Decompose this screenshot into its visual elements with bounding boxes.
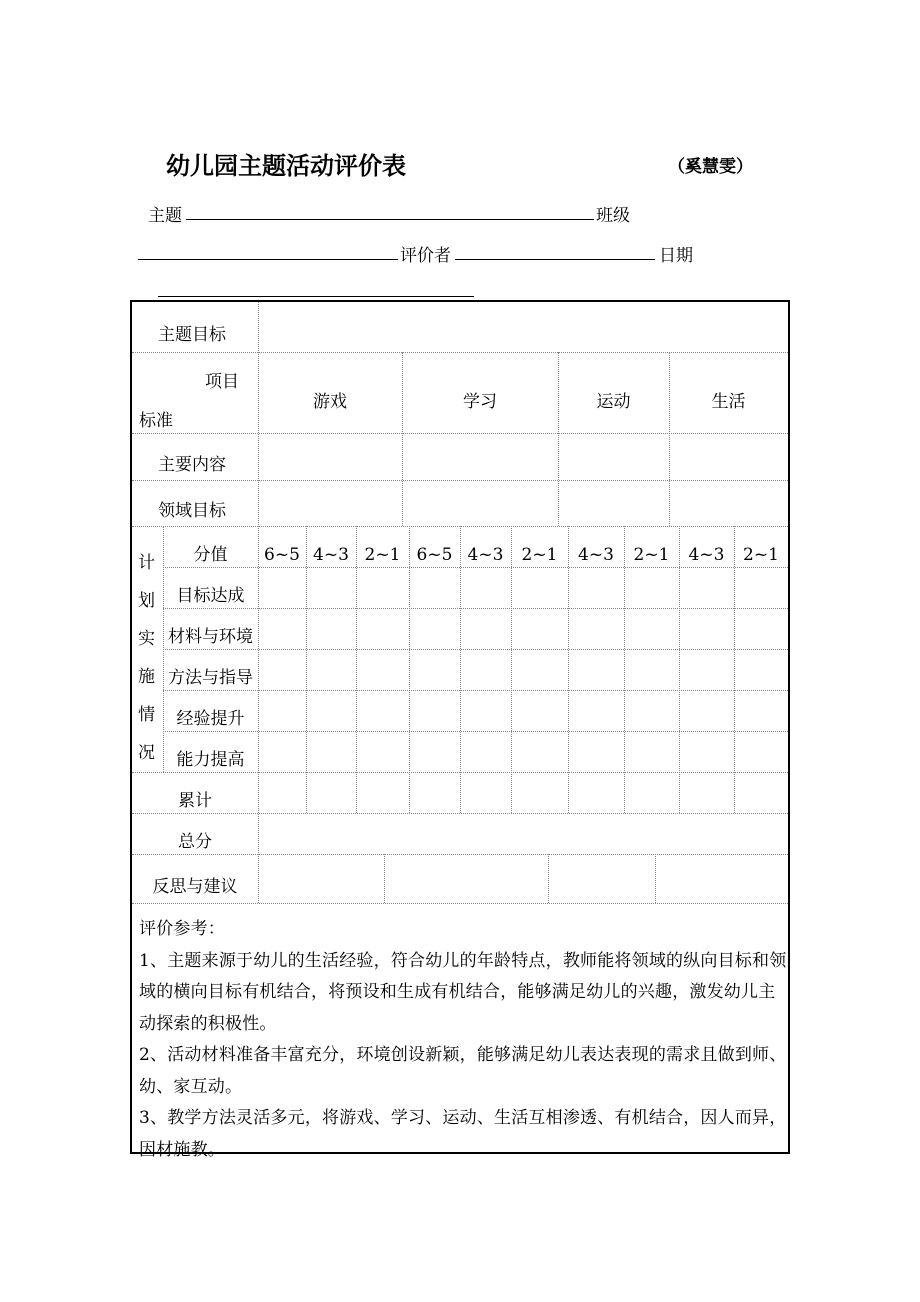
grid-line <box>548 854 549 903</box>
score-range: 2~1 <box>521 545 558 565</box>
theme-label: 主题 <box>148 206 182 226</box>
grid-line <box>402 352 403 526</box>
plan-label-char: 实 <box>138 629 155 649</box>
score-range: 2~1 <box>743 545 779 565</box>
grid-line <box>132 433 788 434</box>
grid-line <box>734 526 735 813</box>
notes-item: 2、活动材料准备丰富充分，环境创设新颖，能够满足幼儿表达表现的需求且做到师、幼、家互动。 <box>139 1045 787 1097</box>
grid-line <box>163 567 788 568</box>
date-label: 日期 <box>659 246 693 266</box>
plan-label-char: 情 <box>138 705 155 725</box>
score-range: 6~5 <box>264 545 300 565</box>
grid-line <box>132 854 788 855</box>
class-field-line[interactable] <box>138 259 398 260</box>
page-title: 幼儿园主题活动评价表 <box>166 151 406 180</box>
grid-line <box>655 854 656 903</box>
notes-heading: 评价参考： <box>139 919 225 939</box>
plan-label-char: 划 <box>138 591 155 611</box>
grid-line <box>132 813 788 814</box>
score-range: 6~5 <box>416 545 453 565</box>
score-range: 4~3 <box>467 545 504 565</box>
score-range: 2~1 <box>633 545 670 565</box>
criterion-materials-environment: 材料与环境 <box>168 627 253 647</box>
total-label: 总分 <box>178 832 212 852</box>
criterion-goal-achievement: 目标达成 <box>176 586 245 606</box>
date-field-line[interactable] <box>158 296 474 297</box>
score-range: 4~3 <box>313 545 349 565</box>
standard-label: 标准 <box>139 411 173 431</box>
score-range: 4~3 <box>578 545 614 565</box>
evaluator-label: 评价者 <box>400 246 451 266</box>
score-range: 4~3 <box>688 545 725 565</box>
grid-line <box>460 526 461 813</box>
cumulative-label: 累计 <box>178 791 212 811</box>
score-range: 2~1 <box>364 545 401 565</box>
class-label: 班级 <box>596 206 630 226</box>
grid-line <box>568 526 569 813</box>
reflection-label: 反思与建议 <box>152 877 238 897</box>
criterion-method-guidance: 方法与指导 <box>168 668 253 688</box>
item-label: 项目 <box>205 372 239 392</box>
grid-line <box>132 903 788 904</box>
evaluation-notes <box>139 914 787 1166</box>
grid-line <box>679 526 680 813</box>
grid-line <box>356 526 357 813</box>
plan-label-char: 况 <box>138 743 155 763</box>
plan-label-char: 施 <box>138 667 155 687</box>
grid-line <box>384 854 385 903</box>
grid-line <box>669 352 670 526</box>
grid-line <box>511 526 512 813</box>
evaluator-field-line[interactable] <box>455 259 655 260</box>
grid-line <box>409 526 410 813</box>
notes-item: 1、主题来源于幼儿的生活经验，符合幼儿的年龄特点，教师能将领域的纵向目标和领域的横向目标有机结合，将预设和生成有机结合，能够满足幼儿的兴趣，激发幼儿主动探索的积极性。 <box>139 950 787 1034</box>
grid-line <box>132 480 788 481</box>
grid-line <box>163 690 788 691</box>
domain-goal-label: 领域目标 <box>158 501 226 521</box>
plan-label-char: 计 <box>138 553 155 573</box>
notes-item: 3、教学方法灵活多元，将游戏、学习、运动、生活互相渗透、有机结合，因人而异，因材施教。 <box>139 1108 787 1160</box>
theme-field-line[interactable] <box>186 219 594 220</box>
score-label: 分值 <box>193 545 228 565</box>
author-name: （奚慧雯） <box>668 157 753 177</box>
grid-line <box>163 649 788 650</box>
grid-line <box>132 352 788 353</box>
area-game: 游戏 <box>313 392 347 412</box>
grid-line <box>558 352 559 526</box>
theme-goal-label: 主题目标 <box>158 325 226 345</box>
grid-line <box>624 526 625 813</box>
area-sport: 运动 <box>596 392 631 412</box>
area-life: 生活 <box>711 392 746 412</box>
main-content-label: 主要内容 <box>158 455 226 475</box>
grid-line <box>163 731 788 732</box>
grid-line <box>306 526 307 813</box>
criterion-experience: 经验提升 <box>176 709 245 729</box>
area-study: 学习 <box>463 392 497 412</box>
grid-line <box>163 608 788 609</box>
criterion-ability: 能力提高 <box>176 750 245 770</box>
